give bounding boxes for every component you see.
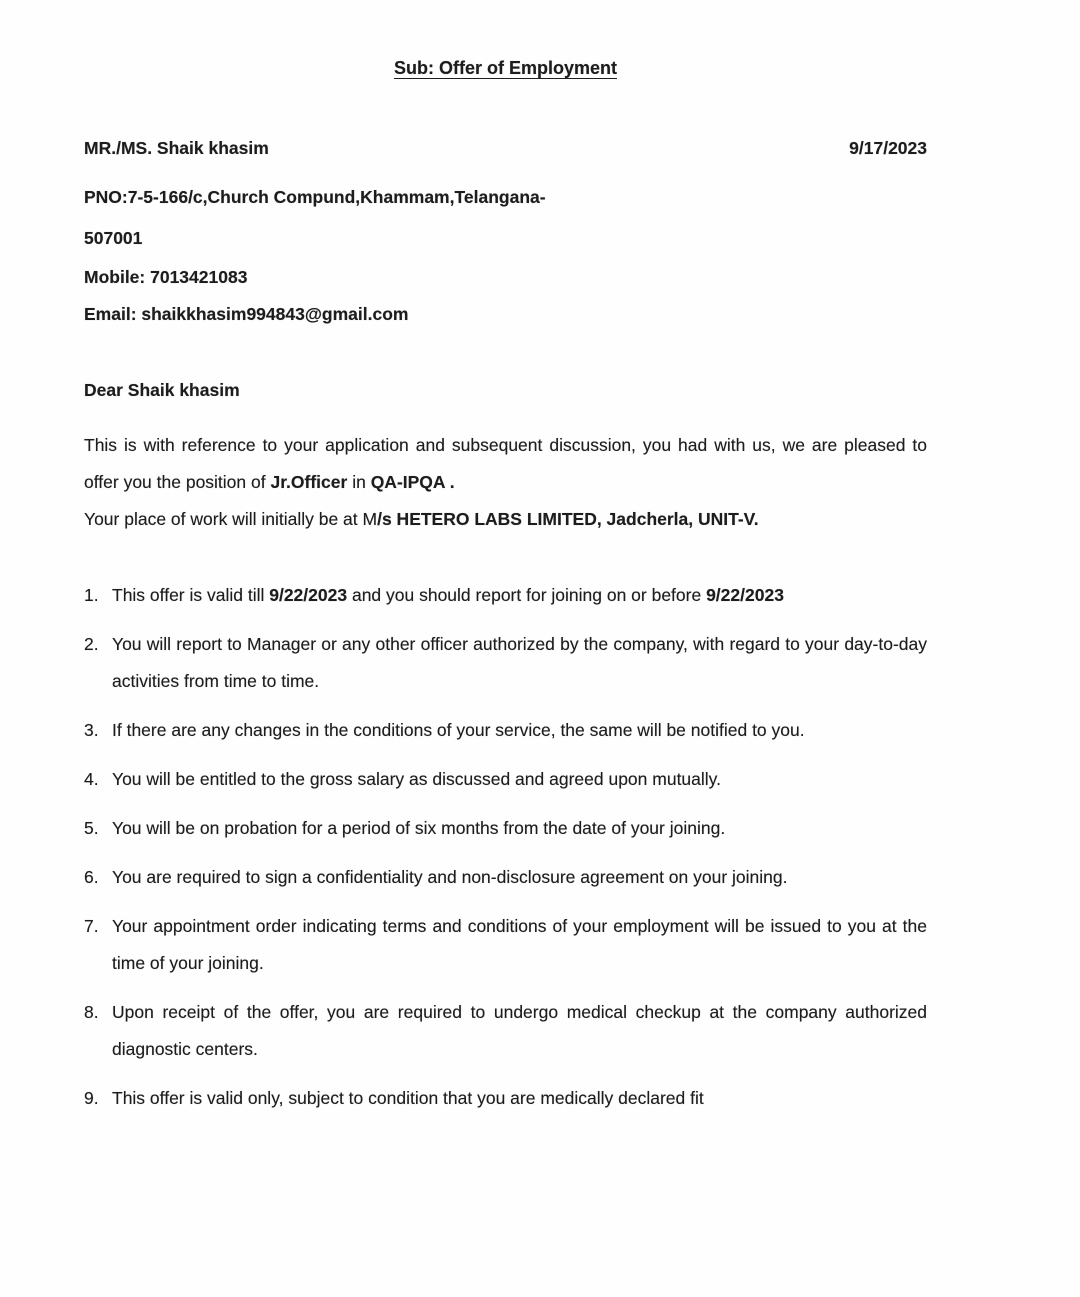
term-number: 9. (84, 1088, 99, 1108)
recipient-name: MR./MS. Shaik khasim (84, 138, 269, 158)
recipient-email: Email: shaikkhasim994843@gmail.com (84, 304, 409, 324)
letter-date: 9/17/2023 (849, 138, 927, 158)
document-title-text: Sub: Offer of Employment (393, 58, 617, 78)
term-text: If there are any changes in the conditions of your service, the same will be notified to you. (112, 720, 805, 740)
intro-paragraph (84, 427, 927, 501)
document-title (84, 56, 927, 80)
term-item-3 (84, 712, 927, 749)
term-1-mid: and you should report for joining on or before (347, 585, 707, 605)
intro-text: This is with reference to your application and subsequent discussion, you had with us, we are pleased to offer you the position of (84, 435, 927, 492)
term-number: 4. (84, 769, 99, 789)
offer-valid-date: 9/22/2023 (269, 585, 348, 605)
recipient-header-row (84, 136, 927, 160)
term-text: You are required to sign a confidentiality and non-disclosure agreement on your joining. (112, 867, 788, 887)
address-line-1: PNO:7-5-166/c,Church Compund,Khammam,Telangana- (84, 187, 546, 207)
term-number: 2. (84, 634, 99, 654)
recipient-address (84, 177, 927, 259)
intro-mid: in (347, 472, 371, 492)
term-number: 6. (84, 867, 99, 887)
term-text: Upon receipt of the offer, you are required to undergo medical checkup at the company authorized diagnostic centers. (112, 1002, 927, 1059)
term-item-8 (84, 994, 927, 1068)
term-item-5 (84, 810, 927, 847)
letter-content (84, 0, 927, 1129)
term-item-1 (84, 577, 927, 614)
department-name: QA-IPQA . (370, 472, 455, 492)
term-item-2 (84, 626, 927, 700)
joining-date: 9/22/2023 (706, 585, 784, 605)
term-text: Your appointment order indicating terms and conditions of your employment will be issued to you at the time of your joining. (112, 916, 927, 973)
term-item-9 (84, 1080, 927, 1117)
workplace-text: Your place of work will initially be at M (84, 509, 378, 529)
term-number: 8. (84, 1002, 99, 1022)
terms-list (84, 577, 927, 1117)
term-item-4 (84, 761, 927, 798)
company-name: /s HETERO LABS LIMITED, Jadcherla, UNIT-V. (377, 509, 759, 529)
term-number: 1. (84, 585, 99, 605)
term-text: You will be entitled to the gross salary as discussed and agreed upon mutually. (112, 769, 721, 789)
position-title: Jr.Officer (270, 472, 348, 492)
term-text (112, 577, 927, 614)
recipient-contact (84, 259, 927, 333)
recipient-mobile: Mobile: 7013421083 (84, 267, 248, 287)
salutation: Dear Shaik khasim (84, 380, 240, 400)
term-item-6 (84, 859, 927, 896)
term-number: 3. (84, 720, 99, 740)
term-item-7 (84, 908, 927, 982)
term-text: This offer is valid only, subject to condition that you are medically declared fit (112, 1088, 704, 1108)
term-number: 7. (84, 916, 99, 936)
term-text: You will be on probation for a period of six months from the date of your joining. (112, 818, 726, 838)
address-line-2: 507001 (84, 228, 143, 248)
term-text: You will report to Manager or any other officer authorized by the company, with regard to your day-to-day activities from time to time. (112, 634, 927, 691)
term-1-pre: This offer is valid till (112, 585, 270, 605)
term-number: 5. (84, 818, 99, 838)
workplace-line (84, 501, 927, 538)
